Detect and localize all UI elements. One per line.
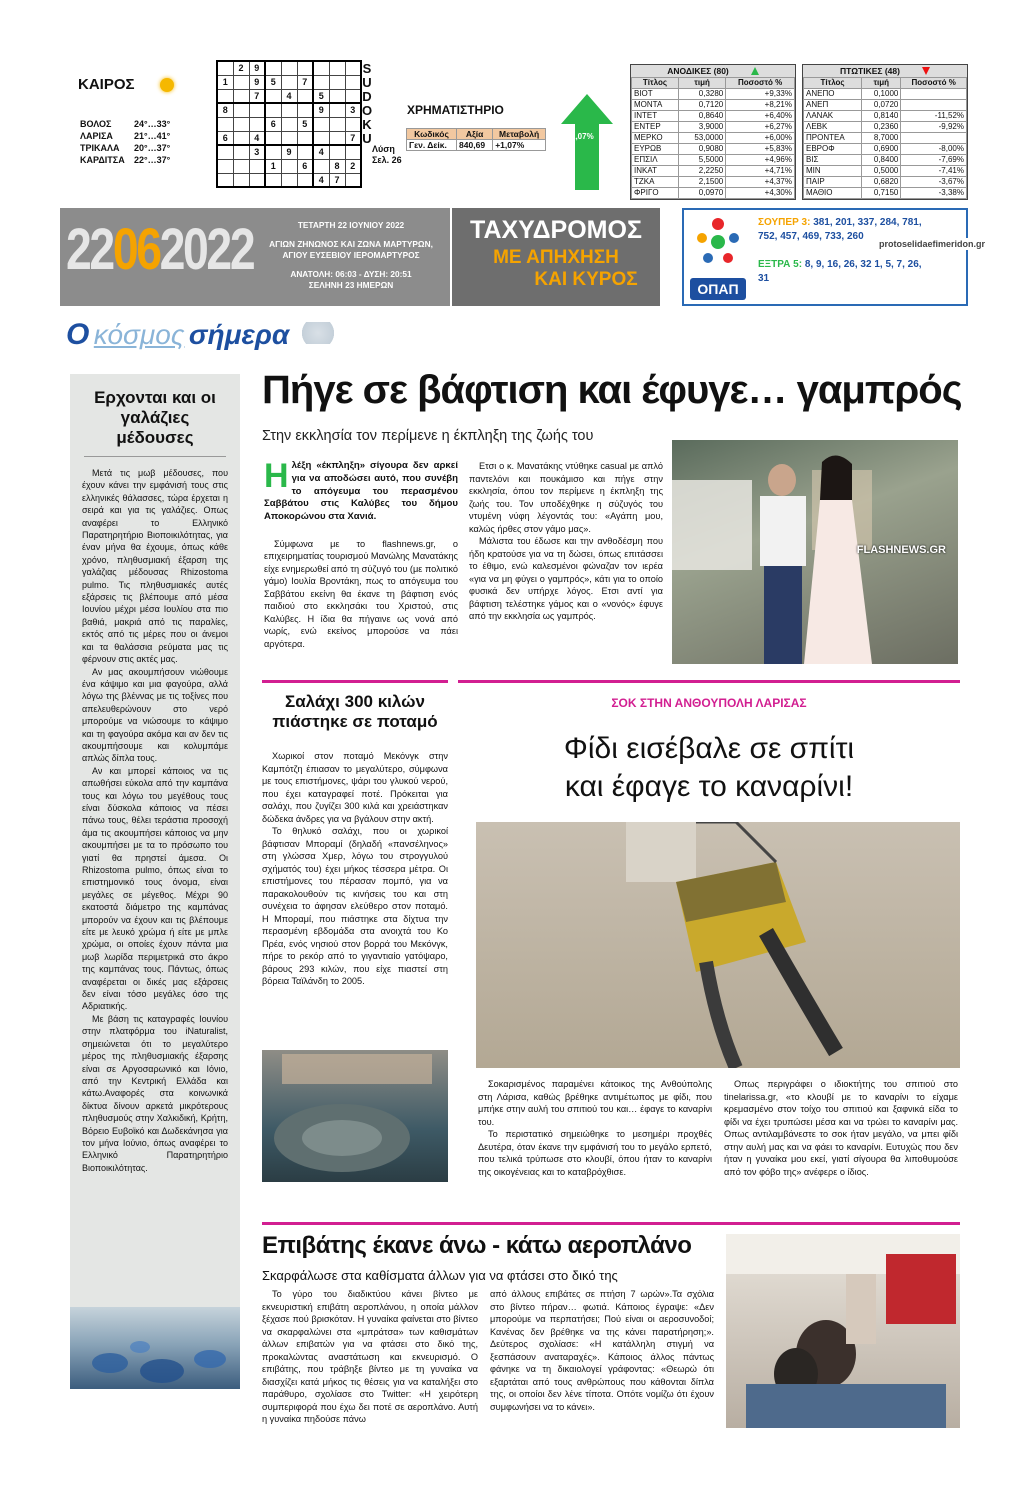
stock-cell: 0,8640: [678, 111, 725, 122]
sudoku-cell: [345, 117, 361, 131]
mk-h2: Μεταβολή: [493, 129, 546, 140]
sudoku-letter: U: [362, 75, 372, 90]
sudoku-cell: [217, 173, 233, 187]
solution-page: Σελ. 26: [372, 155, 402, 165]
sudoku-cell: 7: [297, 75, 313, 89]
stock-row: [804, 177, 967, 188]
mk-c1: 840,69: [457, 140, 493, 151]
fish-p2: Το θηλυκό σαλάχι, που οι χωρικοί βάφτισαν Μποραμί (δηλαδή «πανσέληνος» στη γλώσσα Χμερ, λόγω του στρογγυλού σχήματός του) έχει μήκος τέσσερα μέτρα. Οι επιστήμονες του πέρασαν πομπό, για να παρακολουθούν τις κινήσεις του και στη συνέχεια το άφησαν ελεύθερο στον ποταμό. Η Μποραμί, που πιάστηκε στα δίχτυα την περασμένη εβδομάδα στα ανοιχτά του Κο Πρέα, ενός νησιού στον βορρά του Μεκόνγκ, πήρε το ρεκόρ από το γιγαντιαίο γατόψαρο, βάρους 293 κιλών, που είχε πιαστεί στη βόρεια Ταϊλάνδη το 2005.: [262, 826, 448, 986]
stock-cell: 0,2360: [862, 122, 901, 133]
stock-cell: 0,7150: [862, 188, 901, 199]
sudoku-letter: D: [362, 89, 372, 104]
sudoku-cell: [249, 103, 265, 117]
losers-table: [802, 64, 968, 200]
fish-title: Σαλάχι 300 κιλών πιάστηκε σε ποταμό: [272, 692, 438, 731]
stock-cell: -11,52%: [901, 111, 967, 122]
stock-cell: 0,6820: [862, 177, 901, 188]
sudoku-cell: [265, 145, 281, 159]
slogan-1: ΜΕ ΑΠΗΧΗΣΗ: [493, 247, 619, 268]
stock-cell: +8,21%: [726, 100, 795, 111]
stock-row: [632, 89, 795, 100]
market-table: [406, 128, 546, 151]
sidebar-paragraph: Μετά τις μωβ μέδουσες, που έχουν κάνει την εμφάνισή τους στις ελληνικές θάλασσες, τώρα έρχεται η σειρά και για τις γαλάζιες. Οπως αναφέρει το Ελληνικό Παρατηρητήριο Βιοποικιλότητας, για έναν μήνα θα έχουμε, όπως κάθε χρόνο, πληθυσμιακή έξαρση της γαλάζιας μέδουσας Rhizostoma pulmo. Τις πληθυσμιακές αυτές εξάρσεις τις βλέπουμε από μέσα Ιουνίου μέχρι μέσα Ιουλίου στα πιο βαθιά, μακριά από τις παραλίες, εκτός από τις μέρες που οι άνεμοι και τα θαλάσσια ρεύματα μας τις φέρνουν στις ακτές μας.: [82, 468, 228, 665]
sudoku-cell: [217, 89, 233, 103]
snake-col2: [724, 1078, 958, 1178]
weather-temp: 22°…37°: [134, 155, 171, 165]
weather-row: [80, 118, 200, 130]
fish-divider: [262, 680, 448, 683]
stock-cell: -8,00%: [901, 144, 967, 155]
weather-box: [78, 72, 198, 192]
solution-label: Λύση: [372, 144, 395, 154]
sidebar-jellyfish: [70, 374, 240, 1389]
sun-icon: [160, 78, 174, 92]
sudoku-grid: [216, 60, 362, 188]
sudoku-cell: [329, 131, 345, 145]
stock-cell: 0,7120: [678, 100, 725, 111]
sudoku-cell: [265, 173, 281, 187]
date-year: 2022: [159, 217, 254, 282]
sudoku-cell: [281, 173, 297, 187]
stock-cell: ΜΕΡΚΟ: [632, 133, 679, 144]
stock-row: [632, 122, 795, 133]
sudoku-cell: 4: [313, 145, 329, 159]
sudoku-cell: [217, 117, 233, 131]
stock-cell: +6,27%: [726, 122, 795, 133]
weather-temp: 24°…33°: [134, 119, 171, 129]
stock-row: [804, 188, 967, 199]
sudoku-cell: 7: [249, 89, 265, 103]
sudoku-letter: S: [362, 61, 372, 76]
mk-h1: Αξία: [457, 129, 493, 140]
sudoku-letters: [360, 62, 374, 146]
stock-cell: ΜΟΝΤΑ: [632, 100, 679, 111]
sudoku-cell: 7: [345, 131, 361, 145]
stock-cell: +4,96%: [726, 155, 795, 166]
sudoku-letter: K: [362, 117, 372, 132]
stock-cell: -7,69%: [901, 155, 967, 166]
losers-title: ΠΤΩΤΙΚΕΣ (48): [840, 66, 900, 76]
sudoku-cell: [297, 173, 313, 187]
sudoku-cell: [281, 103, 297, 117]
stock-cell: ΛΕΒΚ: [804, 122, 862, 133]
up-triangle-icon: [751, 67, 759, 75]
sudoku-cell: [233, 89, 249, 103]
main-col1-text: Σύμφωνα με το flashnews.gr, ο επιχειρηματίας τουρισμού Μανώλης Μανατάκης είχε ενημερωθεί από τη σύζυγό του (με πολιτικό γάμο) Ιουλία Βροντάκη, πως το απόγευμα του Σαββάτου εκείνη θα έκανε τη βάφτιση ενός παιδιού στο εκκλησάκι του Χριστού, στις Καλύβες. Η ίδια θα πήγαινε ως νονά από νωρίς, ενώ εκείνος μπορούσε να πάει αργότερα.: [264, 538, 458, 649]
stock-cell: 0,0970: [678, 188, 725, 199]
gainers-header: τιμή: [678, 78, 725, 89]
sudoku-cell: 4: [249, 131, 265, 145]
weather-city: ΛΑΡΙΣΑ: [80, 131, 113, 141]
stock-cell: +5,83%: [726, 144, 795, 155]
stock-cell: ΜΙΝ: [804, 166, 862, 177]
sudoku-cell: [329, 117, 345, 131]
stock-cell: 0,3280: [678, 89, 725, 100]
stock-cell: -3,67%: [901, 177, 967, 188]
main-col2: [469, 460, 663, 623]
stock-cell: 0,8140: [862, 111, 901, 122]
sudoku-cell: 4: [313, 173, 329, 187]
snake-title-2: και έφαγε το καναρίνι!: [564, 770, 854, 803]
stock-cell: ΦΡΙΓΟ: [632, 188, 679, 199]
sudoku-cell: 5: [265, 75, 281, 89]
sudoku-cell: [297, 103, 313, 117]
stock-cell: +4,71%: [726, 166, 795, 177]
sudoku-cell: [233, 103, 249, 117]
sidebar-paragraph: Αν μας ακουμπήσουν νιώθουμε ένα κάψιμο και μια φαγούρα, αλλά λόγω της βλέννας με τις τοξίνες που απελευθερώνουν στο νερό μπορούμε να νιώσουμε το κάψιμο και τη φαγούρα ακόμα και αν δεν τις ακουμπήσουμε και κολυμπάμε απλώς δίπλα τους.: [82, 666, 228, 764]
super3-numbers: 381, 201, 337, 284, 781, 752, 457, 469, 733, 260: [758, 217, 922, 242]
stock-cell: ΕΝΤΕΡ: [632, 122, 679, 133]
sudoku-cell: [329, 89, 345, 103]
mk-c2: +1,07%: [493, 140, 546, 151]
sudoku-cell: [281, 159, 297, 173]
moon-days: ΣΕΛΗΝΗ 23 ΗΜΕΡΩΝ: [308, 280, 394, 290]
date-details: [256, 220, 446, 291]
sudoku-letter: U: [362, 131, 372, 146]
sudoku-cell: [345, 145, 361, 159]
gainers-title: ΑΝΟΔΙΚΕΣ (80): [667, 66, 729, 76]
sudoku-cell: [233, 75, 249, 89]
weather-city: ΒΟΛΟΣ: [80, 119, 112, 129]
stock-cell: +4,30%: [726, 188, 795, 199]
sudoku-cell: 2: [233, 61, 249, 75]
sudoku-cell: [281, 75, 297, 89]
stock-row: [804, 122, 967, 133]
down-triangle-icon: [922, 67, 930, 75]
weather-rows: [80, 118, 200, 166]
wedding-photo: [672, 440, 958, 664]
sudoku-cell: [313, 159, 329, 173]
weather-temp: 21°…41°: [134, 131, 171, 141]
jellyfish-photo: [70, 1307, 240, 1389]
section-kosmos: κόσμος: [93, 319, 185, 350]
sudoku-cell: 8: [329, 159, 345, 173]
stock-cell: 0,0720: [862, 100, 901, 111]
snake-cage-photo: [476, 822, 960, 1068]
stock-cell: ΑΝΕΠΟ: [804, 89, 862, 100]
sudoku-cell: [249, 117, 265, 131]
plane-title: Επιβάτης έκανε άνω - κάτω αεροπλάνο: [262, 1232, 692, 1259]
stock-cell: 0,1000: [862, 89, 901, 100]
stock-cell: ΕΒΡΟΦ: [804, 144, 862, 155]
stock-cell: ΙΝΤΕΤ: [632, 111, 679, 122]
sudoku-cell: 1: [217, 75, 233, 89]
stock-row: [804, 133, 967, 144]
sudoku-cell: [265, 61, 281, 75]
sudoku-cell: 9: [313, 103, 329, 117]
stock-cell: 8,7000: [862, 133, 901, 144]
main-subhead: Στην εκκλησία τον περίμενε η έκπληξη της ζωής του: [262, 428, 594, 444]
sudoku-cell: 6: [297, 159, 313, 173]
sudoku-cell: 6: [217, 131, 233, 145]
stock-cell: -3,38%: [901, 188, 967, 199]
stock-row: [632, 144, 795, 155]
extra5-numbers: 8, 9, 16, 26, 32 1, 5, 7, 26, 31: [758, 259, 922, 284]
watermark: protoselidaefimeridon.gr: [876, 238, 988, 250]
stock-cell: [901, 133, 967, 144]
sudoku-cell: [233, 117, 249, 131]
date-bar: [60, 208, 450, 306]
stingray-photo: [262, 1050, 448, 1182]
sudoku-cell: [281, 117, 297, 131]
plane-col1-text: Το γύρο του διαδικτύου κάνει βίντεο με εκνευριστική επιβάτη αεροπλάνου, η οποία μάλλον ξέχασε πού βρισκόταν. Η γυναίκα φαίνεται στο βίντεο να σκαρφαλώνει στα «μπράτσα» των καθισμάτων άλλων επιβατών για να φτάσει στο δικό της, προκαλώντας αναστάτωση και εκνευρισμό. Ο επιβάτης, που τράβηξε βίντεο με τη γυναίκα να διασχίζει κατά μήκος τις θέσεις για να καταλήξει στο παράθυρο, σχολίασε στο Twitter: «Η χειρότερη συμπεριφορά που έχω δει ποτέ σε αεροπλάνο. Αυτή η γυναίκα πηδούσε πάνω: [262, 1289, 478, 1424]
sudoku-cell: [313, 131, 329, 145]
sudoku-cell: [265, 103, 281, 117]
losers-header: τιμή: [862, 78, 901, 89]
weather-temp: 20°…37°: [134, 143, 171, 153]
stock-cell: [901, 89, 967, 100]
sudoku-cell: [233, 159, 249, 173]
sudoku-cell: 9: [281, 145, 297, 159]
stock-cell: 3,9000: [678, 122, 725, 133]
stock-cell: 0,9080: [678, 144, 725, 155]
saints-1: ΑΓΙΩΝ ΖΗΝΩΝΟΣ ΚΑΙ ΖΩΝΑ ΜΑΡΤΥΡΩΝ,: [269, 239, 433, 249]
stock-cell: +9,33%: [726, 89, 795, 100]
snake-col1: [478, 1078, 712, 1178]
plane-subhead: Σκαρφάλωσε στα καθίσματα άλλων για να φτάσει στο δικό της: [262, 1268, 618, 1283]
main-col2b: Μάλιστα του έδωσε και την ανθοδέσμη που ήδη κρατούσε για να τη δώσει, όπως επιτάσσει το έθιμο, ενώ καλεσμένοι φώναζαν τον ιερέα «για να μη φύγει ο γαμπρός», κάτι για το οποίο φυσικά δεν υπήρχε λόγος. Ετσι αντί για βάφτιση τελέστηκε γάμος και ο «νονός» έφυγε από την εκκλησία ως γαμπρός.: [469, 536, 663, 621]
super3-label: ΣΟΥΠΕΡ 3:: [758, 217, 811, 228]
stock-cell: -7,41%: [901, 166, 967, 177]
paper-brand: [452, 208, 660, 306]
stock-cell: 2,1500: [678, 177, 725, 188]
plane-col2-text: από άλλους επιβάτες σε πτήση 7 ωρών».Τα σχόλια στο βίντεο πήραν… φωτιά. Κάποιος έγραψε: «Δεν μπορούμε να περπατήσει; Πού είναι οι αεροσυνοδοί; Κανένας δεν βρέθηκε να της κάνει παρατήρηση;». Δεύτερος σχολίασε: «Η κατάλληλη στιγμή να ξεσπάσουν αναταραχές». Κάποιος άλλος πάντως φάνηκε να τη δικαιολογεί γράφοντας: «Θεωρώ ότι εξαρτάται από τους ανθρώπους που κάθονται δίπλα της, οι οποίοι δεν λένε τίποτα. Οπότε νομίζω ότι έχουν συμφωνήσει να το κάνει».: [490, 1289, 714, 1412]
section-o: Ο: [66, 318, 90, 351]
stock-cell: ΠΡΟΝΤΕΑ: [804, 133, 862, 144]
stock-cell: ΤΖΚΑ: [632, 177, 679, 188]
date-month: 06: [112, 217, 160, 282]
sudoku-solution: [368, 144, 402, 166]
gainers-header: Ποσοστό %: [726, 78, 795, 89]
big-date: [66, 216, 253, 283]
sudoku-cell: [217, 159, 233, 173]
market-up-arrow: [561, 94, 613, 190]
mk-h0: Κωδικός: [407, 129, 457, 140]
weather-city: ΚΑΡΔΙΤΣΑ: [80, 155, 125, 165]
stock-row: [804, 155, 967, 166]
sudoku-cell: [345, 61, 361, 75]
sudoku-cell: [329, 75, 345, 89]
sudoku-cell: [265, 89, 281, 103]
sudoku-cell: [313, 117, 329, 131]
stock-cell: 0,6900: [862, 144, 901, 155]
weekday: ΤΕΤΑΡΤΗ 22 ΙΟΥΝΙΟΥ 2022: [297, 220, 405, 230]
snake-title-1: Φίδι εισέβαλε σε σπίτι: [563, 732, 855, 765]
sudoku-cell: 2: [345, 159, 361, 173]
sudoku-cell: [233, 173, 249, 187]
globe-icon: [298, 322, 338, 344]
stock-cell: ΕΥΡΩΒ: [632, 144, 679, 155]
extra5-label: ΕΞΤΡΑ 5:: [758, 259, 803, 270]
opap-box: [682, 208, 968, 306]
sudoku-cell: [249, 173, 265, 187]
sudoku-cell: 3: [249, 145, 265, 159]
sudoku-cell: [249, 159, 265, 173]
stock-cell: ΜΑΘΙΟ: [804, 188, 862, 199]
sudoku-cell: [313, 75, 329, 89]
opap-logo-icon: [692, 216, 744, 274]
weather-city: ΤΡΙΚΑΛΑ: [80, 143, 120, 153]
sudoku-cell: [345, 75, 361, 89]
sudoku-cell: [297, 131, 313, 145]
photo-credit: FLASHNEWS.GR: [856, 544, 946, 556]
mk-c0: Γεν. Δείκ.: [407, 140, 457, 151]
losers-header: Τίτλος: [804, 78, 862, 89]
snake-col1a: Σοκαρισμένος παραμένει κάτοικος της Ανθούπολης στη Λάρισα, καθώς βρέθηκε αντιμέτωπος με φίδι, που μπήκε στην αυλή του σπιτιού του και… έφαγε το καναρίνι του.: [478, 1079, 712, 1127]
stock-cell: ΒΙΟΤ: [632, 89, 679, 100]
stock-cell: ΛΑΝΑΚ: [804, 111, 862, 122]
stock-cell: ΙΝΚΑΤ: [632, 166, 679, 177]
snake-col2-text: Οπως περιγράφει ο ιδιοκτήτης του σπιτιού στο tinelarissa.gr, «το κλουβί με το καναρίνι το είχαμε κρεμασμένο στον τοίχο του σπιτιού και ξαφνικά είδα το φίδι να έχει τρυπώσει μέσα και να τρώει το καναρίνι μας. Οπως αντιλαμβάνεστε το σοκ ήταν μεγάλο, να μπει φίδι στην αυλή μας και να φάει το καναρίνι. Ευτυχώς που δεν ήταν η γυναίκα μου εκεί, γιατί σίγουρα θα λιποθυμούσε από τον φόβο της» ανέφερε ο ίδιος.: [724, 1079, 958, 1177]
sudoku-cell: 9: [249, 75, 265, 89]
main-headline: Πήγε σε βάφτιση και έφυγε… γαμπρός: [262, 368, 962, 412]
plane-photo: [726, 1234, 960, 1428]
sudoku-cell: [297, 89, 313, 103]
weather-row: [80, 142, 200, 154]
stock-cell: 53,0000: [678, 133, 725, 144]
sudoku-cell: [345, 173, 361, 187]
snake-title: [458, 730, 960, 806]
sidebar-body: [82, 467, 228, 1174]
sudoku-cell: 5: [297, 117, 313, 131]
stock-cell: -9,92%: [901, 122, 967, 133]
stock-cell: +4,37%: [726, 177, 795, 188]
stock-row: [632, 100, 795, 111]
weather-title: ΚΑΙΡΟΣ: [78, 76, 135, 93]
sudoku-cell: [345, 89, 361, 103]
market-title: ΧΡΗΜΑΤΙΣΤΗΡΙΟ: [407, 103, 504, 117]
stock-row: [632, 166, 795, 177]
opap-results: [758, 216, 926, 286]
saints-2: ΑΓΙΟΥ ΕΥΣΕΒΙΟΥ ΙΕΡΟΜΑΡΤΥΡΟΣ: [282, 250, 420, 260]
stock-cell: +6,00%: [726, 133, 795, 144]
sudoku-cell: [281, 61, 297, 75]
sidebar-title: Ερχονται και οι γαλάζιες μέδουσες: [84, 388, 226, 457]
stock-row: [632, 155, 795, 166]
weather-row: [80, 130, 200, 142]
sudoku-cell: 1: [265, 159, 281, 173]
stock-cell: ΒΙΣ: [804, 155, 862, 166]
section-header: [66, 318, 366, 360]
sidebar-paragraph: Με βάση τις καταγραφές Ιουνίου στην πλατφόρμα του iNaturalist, σημειώνεται ότι το μεγαλύτερο μέρος της πληθυσμιακής έξαρσης είναι σε Αργοσαρωνικό και Ιόνιο, από την Κεντρική Ελλάδα και κάτω.Αναφορές στα κοινωνικά δίκτυα δίνουν αρκετά μικρότερους πληθυσμούς στην Χαλκιδική, Κρήτη, Βόρειο Ευβοϊκό και Δωδεκάνησα για τον μήνα Ιούνιο, όπως αναφέρει το Ελληνικό Παρατηρητήριο Βιοποικιλότητας.: [82, 1013, 228, 1173]
paper-name: ΤΑΧΥΔΡΟΜΟΣ: [470, 216, 642, 244]
stock-row: [804, 111, 967, 122]
stock-row: [632, 133, 795, 144]
weather-row: [80, 154, 200, 166]
sudoku-cell: 6: [265, 117, 281, 131]
sidebar-paragraph: Αν και μπορεί κάποιος να τις απωθήσει εύκολα από την καμπάνα τους και λόγω του μεγέθους τους είναι δύσκολα κάποιος να πέσει πάνω τους, θέλει τεράστια προσοχή άμα τις ακουμπήσει κάποιος να μην ακουμπήσει με τα το πρόσωπο του γιατί θα πρηστεί άμεσα. Οι Rhizostoma pulmo, όπως είναι το επιστημονικό τους όνομα, είναι μεγάλες σε μέγεθος. Μέχρι 90 εκατοστά διάμετρο της καμπάνας μπορούν να έχουν και τις βλέπουμε είτε με λευκό χρώμα ή είτε με μπλε χρώμα, οι οποίες έχουν πάντα μια μωβ λωρίδα περιμετρικά στο άκρο της καμπάνας τους. Πάντως, όπως αναφέρεται οι δικές μας εξάρσεις δεν είναι τόσο μεγάλες όσο της Αδριατικής.: [82, 765, 228, 1012]
stock-cell: ΕΠΣΙΛ: [632, 155, 679, 166]
snake-col1b: Το περιστατικό σημειώθηκε το μεσημέρι προχθές Δευτέρα, όταν έκανε την εμφάνισή του το μεγάλο ερπετό, που τελικά τρύπωσε στο κλουβί, όπου ήταν το καναρίνι της οικογένειας και το καταβρόχθισε.: [478, 1129, 712, 1177]
stock-row: [804, 89, 967, 100]
lead-dropcap: Η: [264, 457, 289, 495]
gainers-table: [630, 64, 796, 200]
fish-body: [262, 750, 448, 988]
fish-p1: Χωρικοί στον ποταμό Μεκόνγκ στην Καμπότζη έπιασαν το μεγαλύτερο, σύμφωνα με τους επιστήμονες, ψάρι του γλυκού νερού, που έχει καταγραφεί ποτέ. Πρόκειται για σαλάχι, που ζυγίζει 300 κιλά και χρειάστηκαν δώδεκα άνδρες για να βγάλουν στην ακτή.: [262, 751, 448, 824]
stock-cell: [901, 100, 967, 111]
lead-text: λέξη «έκπληξη» σίγουρα δεν αρκεί για να αποδώσει αυτό, που συνέβη το απόγευμα του περασμένου Σαββάτου στις Καλύβες του δήμου Αποκορώνου στα Χανιά.: [264, 460, 458, 523]
opap-logo-text: ΟΠΑΠ: [690, 278, 746, 300]
plane-col1: [262, 1288, 478, 1426]
sudoku-cell: [297, 61, 313, 75]
sudoku-cell: [329, 103, 345, 117]
stock-cell: 5,5000: [678, 155, 725, 166]
arrow-value: 1,07%: [571, 132, 594, 141]
sudoku-cell: [329, 61, 345, 75]
stock-row: [632, 177, 795, 188]
main-col2a: Ετσι ο κ. Μανατάκης ντύθηκε casual με απλό παντελόνι και πουκάμισο και πήγε στην εκκλησία, όπου τον περίμενε η έκπληξη της ζωής του. Τον υποδέχθηκε η σύζυγός του ντυμένη νύφη λέγοντάς του: «Αγάπη μου, καλώς ήρθες στον γάμο μας».: [469, 461, 663, 534]
stock-cell: 2,2250: [678, 166, 725, 177]
sudoku-cell: [265, 131, 281, 145]
sudoku-cell: [217, 145, 233, 159]
stock-row: [632, 188, 795, 199]
stock-row: [804, 100, 967, 111]
sudoku-cell: [233, 131, 249, 145]
main-col1: [264, 457, 458, 650]
stock-row: [632, 111, 795, 122]
plane-col2: [490, 1288, 714, 1413]
stock-cell: 0,8400: [862, 155, 901, 166]
slogan-2: ΚΑΙ ΚΥΡΟΣ: [534, 269, 638, 290]
sudoku-cell: 3: [345, 103, 361, 117]
sudoku-cell: 5: [313, 89, 329, 103]
stock-cell: ΑΝΕΠ: [804, 100, 862, 111]
stock-cell: 0,5000: [862, 166, 901, 177]
stock-cell: +6,40%: [726, 111, 795, 122]
main-lead: [264, 457, 458, 524]
sudoku-cell: [233, 145, 249, 159]
snake-divider: [458, 680, 960, 683]
stock-row: [804, 144, 967, 155]
sudoku-letter: O: [361, 103, 373, 118]
plane-divider: [262, 1222, 960, 1225]
sudoku-cell: [329, 145, 345, 159]
sudoku-cell: 8: [217, 103, 233, 117]
gainers-header: Τίτλος: [632, 78, 679, 89]
sudoku-cell: 4: [281, 89, 297, 103]
sudoku-cell: 7: [329, 173, 345, 187]
losers-header: Ποσοστό %: [901, 78, 967, 89]
snake-kicker: ΣΟΚ ΣΤΗΝ ΑΝΘΟΥΠΟΛΗ ΛΑΡΙΣΑΣ: [611, 696, 807, 710]
sudoku-cell: [281, 131, 297, 145]
stock-cell: ΠΑΙΡ: [804, 177, 862, 188]
section-simera: σήμερα: [188, 319, 290, 350]
sudoku-cell: [297, 145, 313, 159]
sunrise-sunset: ΑΝΑΤΟΛΗ: 06:03 - ΔΥΣΗ: 20:51: [290, 269, 412, 279]
stock-row: [804, 166, 967, 177]
date-day: 22: [66, 217, 113, 282]
sudoku-cell: [217, 61, 233, 75]
sudoku-cell: [313, 61, 329, 75]
sudoku-cell: 9: [249, 61, 265, 75]
